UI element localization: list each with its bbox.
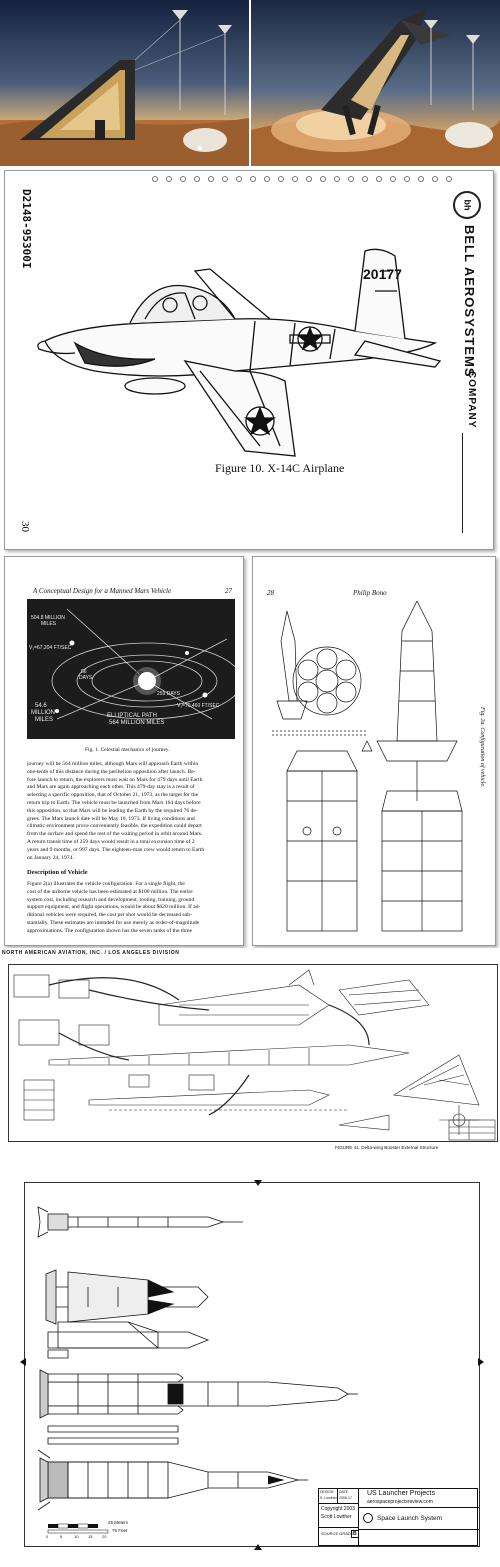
body-line: journey will be 564 million miles, although Mars will approach Earth within — [27, 761, 199, 767]
running-header-title: A Conceptual Design for a Manned Mars Vehicle — [33, 587, 172, 595]
body-line: stantially. These estimates are intended for use merely as order-of-magnitude — [27, 919, 200, 926]
binding-hole — [181, 177, 186, 182]
fig-speed-left: V₁=67,204 FT/SEC — [29, 645, 72, 651]
figure-caption: Figure 10. X-14C Airplane — [215, 461, 345, 475]
scale-tick: 0 — [46, 1534, 49, 1539]
binding-hole — [335, 177, 340, 182]
painting-left — [0, 0, 249, 166]
design-name: S. Lowther — [320, 1496, 337, 1500]
scale-label-feet: 75 Feet — [112, 1528, 128, 1533]
body-line: grees. The Mars launch date will be May 10, 1973. If living conditions and — [27, 815, 195, 822]
binding-hole — [279, 177, 284, 182]
fig-miles-bottom: 54.6 — [35, 703, 47, 709]
document-page-mars — [4, 556, 244, 946]
scale-label: 25 Meters — [108, 1520, 129, 1525]
fig-sun-label: 256° — [133, 671, 144, 677]
source-grade-value: B — [353, 1531, 357, 1537]
company-word: COMPANY — [466, 371, 477, 429]
body-line: on January 24, 1974. — [27, 854, 74, 861]
binding-hole — [195, 177, 200, 182]
fig-days-right: 259 DAYS — [157, 691, 180, 697]
ring-logo-icon — [363, 1513, 373, 1523]
project-title: US Launcher Projects — [367, 1490, 436, 1497]
document-page-sls — [8, 1162, 490, 1567]
binding-hole — [153, 177, 158, 182]
binding-holes — [5, 171, 494, 191]
body-line: support equipment, and flight operations, would be about $620 million. If ad- — [27, 904, 201, 911]
page-header: NORTH AMERICAN AVIATION, INC. / LOS ANGELES DIVISION — [2, 950, 180, 956]
source-grade: SOURCE GRADE — [321, 1531, 354, 1536]
side-caption: Fig. 2a. Configuration of vehicle. — [479, 707, 485, 788]
page-number: 30 — [19, 521, 31, 532]
body-line: Figure 2(a) illustrates the vehicle configuration. For a single flight, the — [27, 881, 185, 887]
drawing-title: Space Launch System — [377, 1515, 443, 1522]
body-line: system cost, including research and development, tooling, training, ground — [27, 896, 195, 903]
fig-miles-bottom2: MILLION — [31, 710, 56, 716]
author: Scott Lowther — [321, 1514, 352, 1520]
scale-tick: 15 — [88, 1534, 93, 1539]
aircraft-number: 20177 — [363, 266, 402, 282]
binding-hole — [405, 177, 410, 182]
body-line: cost of the airborne vehicle has been estimated at $100 million. The entire — [27, 888, 193, 895]
title-block — [318, 1488, 478, 1546]
scale-tick: 10 — [74, 1534, 79, 1539]
binding-hole — [223, 177, 228, 182]
design-label: DESIGN — [320, 1490, 334, 1494]
binding-hole — [293, 177, 298, 182]
document-page-booster — [0, 948, 500, 1156]
fig-elliptical: ELLIPTICAL PATH — [107, 713, 157, 719]
binding-hole — [237, 177, 242, 182]
binding-hole — [307, 177, 312, 182]
fig-elliptical2: 564 MILLION MILES — [109, 720, 165, 726]
body-line: climatic environment prove conveniently feasible, the expedition could depart — [27, 823, 202, 830]
x14c-airplane-drawing — [35, 231, 455, 471]
celestial-figure — [27, 599, 235, 739]
body-line: and Mars are again approaching each other. This 479-day stay is a result of — [27, 784, 195, 791]
fig-days-left2: DAYS — [79, 675, 93, 681]
body-line: approximations. The configuration shown has the seven tanks of the three — [27, 927, 193, 934]
binding-hole — [391, 177, 396, 182]
binding-hole — [321, 177, 326, 182]
binding-hole — [419, 177, 424, 182]
binding-hole — [251, 177, 256, 182]
body-line: this opposition, so that Mars will be leading the Earth by the required 76 de- — [27, 807, 198, 814]
running-header-page-3: 28 — [267, 589, 274, 597]
binding-hole — [167, 177, 172, 182]
booster-structure-drawing — [9, 965, 497, 1141]
running-header-title-3: Philip Bono — [353, 589, 387, 597]
binding-hole — [209, 177, 214, 182]
body-text-1 — [27, 761, 237, 862]
painting-right — [251, 0, 500, 166]
body-line: A return transit time of 259 days would result in a total excursion time of 2 — [27, 838, 195, 845]
binding-hole — [363, 177, 368, 182]
binding-hole — [433, 177, 438, 182]
fig-speed-right: V₁=70,460 FT/SEC — [177, 703, 220, 709]
painting-right-art — [251, 0, 500, 166]
date-value: 2005-17 — [339, 1496, 352, 1500]
scale-tick: 5 — [60, 1534, 63, 1539]
project-site: aerospaceprojectsreview.com — [367, 1499, 433, 1505]
scale-tick: 20 — [102, 1534, 107, 1539]
document-page-x14c — [4, 170, 494, 550]
body-line: selecting a specific opposition, that of October 21, 1973, as the target for the — [27, 792, 199, 799]
fig-miles-bottom3: MILES — [35, 717, 54, 723]
body-line: return trip to Earth. The vehicle must be launched from Mars 164 days before — [27, 799, 201, 806]
body-line: years and 9 months, or 997 days. The eighteen-man crew would return to Earth — [27, 846, 205, 853]
document-label: D2148-95300I — [20, 189, 33, 269]
right-rule — [462, 433, 463, 533]
binding-hole — [447, 177, 452, 182]
document-page-bono — [252, 556, 496, 946]
company-name: BELL AEROSYSTEMS — [462, 225, 477, 378]
bell-logo-icon: bh — [462, 199, 472, 211]
binding-hole — [349, 177, 354, 182]
date-label: DATE — [339, 1490, 349, 1494]
body-line: from the surface and spend the rest of the waiting period in orbit around Mars. — [27, 831, 203, 838]
scale-ticks — [46, 1531, 116, 1539]
figure-caption-booster: FIGURE 41. Delta-wing Booster External Structure — [335, 1145, 439, 1150]
fig-days-left: 56 — [81, 669, 87, 675]
body-line: ditional vehicles were required, the cost per shot would be decreased sub- — [27, 912, 192, 919]
fig-miles-top: 504.8 MILLION — [31, 615, 65, 621]
copyright: Copyright 2003 — [321, 1506, 355, 1512]
body-line: fore launch to return, the explorers must wait on Mars for 479 days until Earth — [27, 776, 203, 783]
body-text-2 — [27, 881, 237, 936]
binding-hole — [265, 177, 270, 182]
binding-hole — [377, 177, 382, 182]
celestial-figure-art — [27, 599, 235, 739]
running-header-page: 27 — [225, 587, 232, 595]
bell-logo — [453, 191, 481, 219]
fig-caption: Fig. 1. Celestial mechanics of journey. — [85, 747, 170, 753]
section-heading: Description of Vehicle — [27, 869, 88, 876]
painting-left-art — [0, 0, 249, 166]
fig-miles-top2: MILES — [41, 621, 57, 627]
vehicle-configuration-drawing — [267, 601, 477, 941]
body-line: one-tenth of this distance during the perihelion opposition after launch. Be- — [27, 768, 196, 775]
